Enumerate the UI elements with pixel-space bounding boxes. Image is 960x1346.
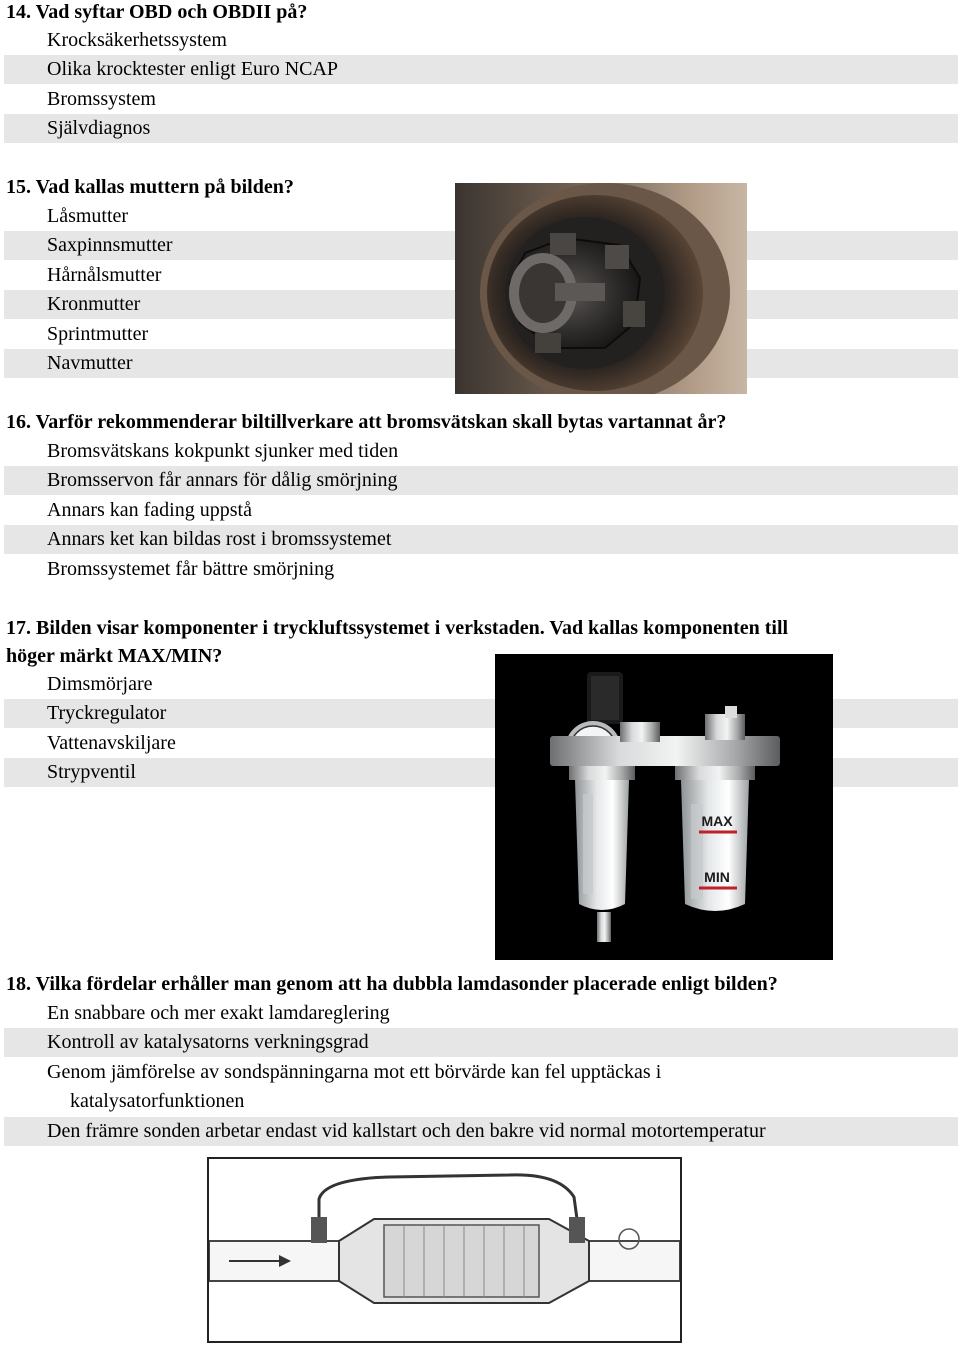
q15-option-2[interactable]: Saxpinnsmutter [4, 231, 958, 260]
q18-option-3[interactable]: Genom jämförelse av sondspänningarna mot ett börvärde kan fel upptäckas i katalysatorfunktionen [47, 1061, 662, 1112]
q18-option-4[interactable]: Den främre sonden arbetar endast vid kallstart och den bakre vid normal motortemperatur [4, 1117, 958, 1146]
q14-option-2[interactable]: Olika krocktester enligt Euro NCAP [4, 55, 958, 84]
q16-option-1[interactable]: Bromsvätskans kokpunkt sjunker med tiden [47, 440, 399, 462]
question-16-title: 16. Varför rekommenderar biltillverkare att bromsvätskan skall bytas vartannat år? [6, 411, 727, 433]
q15-option-1[interactable]: Låsmutter [47, 205, 129, 227]
q16-option-5[interactable]: Bromssystemet får bättre smörjning [47, 558, 335, 580]
q17-option-1[interactable]: Dimsmörjare [47, 673, 153, 695]
q18-option-1[interactable]: En snabbare och mer exakt lamdareglering [47, 1002, 390, 1024]
q17-option-4[interactable]: Strypventil [4, 758, 958, 787]
question-17-title: 17. Bilden visar komponenter i tryckluftssystemet i verkstaden. Vad kallas komponenten till höger märkt MAX/MIN? [6, 617, 789, 667]
q15-option-3[interactable]: Hårnålsmutter [47, 264, 162, 286]
catalytic-converter-diagram [207, 1157, 682, 1343]
q14-option-3[interactable]: Bromssystem [47, 88, 156, 110]
q17-option-2[interactable]: Tryckregulator [4, 699, 958, 728]
min-label: MIN [704, 869, 730, 885]
q14-option-4[interactable]: Självdiagnos [4, 114, 958, 143]
q16-option-3[interactable]: Annars kan fading uppstå [47, 499, 252, 521]
q16-option-2[interactable]: Bromsservon får annars för dålig smörjning [4, 466, 958, 495]
max-label: MAX [701, 813, 733, 829]
q18-option-2[interactable]: Kontroll av katalysatorns verkningsgrad [4, 1028, 958, 1057]
q16-option-4[interactable]: Annars ket kan bildas rost i bromssystemet [4, 525, 958, 554]
question-15-title: 15. Vad kallas muttern på bilden? [6, 176, 294, 198]
q15-option-6[interactable]: Navmutter [4, 349, 958, 378]
castle-nut-photo [455, 183, 747, 394]
q15-option-5[interactable]: Sprintmutter [47, 323, 149, 345]
question-14-title: 14. Vad syftar OBD och OBDII på? [6, 1, 308, 23]
q15-option-4[interactable]: Kronmutter [4, 290, 958, 319]
air-filter-lubricator-photo [495, 654, 833, 960]
question-18-title: 18. Vilka fördelar erhåller man genom att ha dubbla lamdasonder placerade enligt bilden? [6, 973, 778, 995]
q17-option-3[interactable]: Vattenavskiljare [47, 732, 176, 754]
q14-option-1[interactable]: Krocksäkerhetssystem [47, 29, 227, 51]
